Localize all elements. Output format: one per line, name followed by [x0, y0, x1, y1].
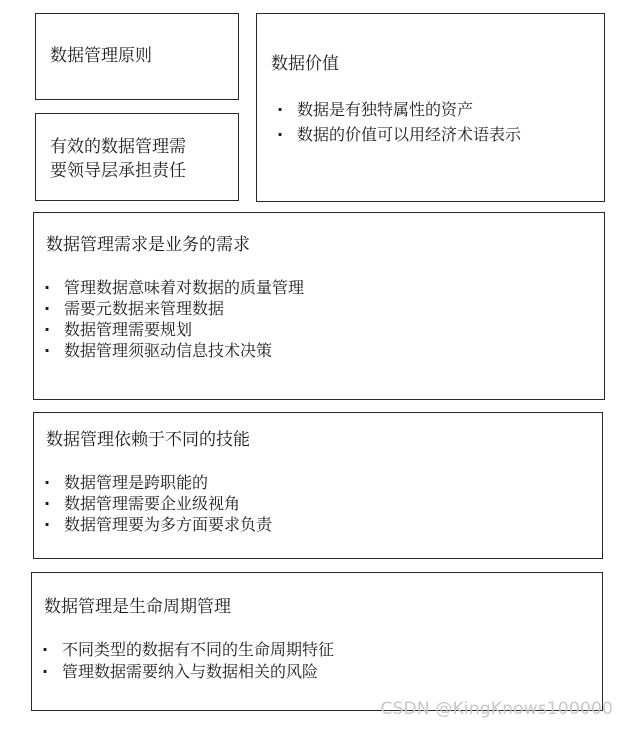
data-value-list	[267, 97, 521, 147]
list-item: · 数据管理是跨职能的	[34, 472, 272, 493]
skills-list	[34, 472, 272, 535]
list-item: · 数据管理需要企业级视角	[34, 493, 272, 514]
list-item: · 管理数据需要纳入与数据相关的风险	[32, 661, 334, 683]
lifecycle-list	[32, 639, 334, 683]
watermark: CSDN @KingKnows100000	[380, 699, 613, 719]
lifecycle-box	[31, 572, 603, 711]
leadership-title	[50, 135, 186, 183]
list-item: · 数据管理须驱动信息技术决策	[34, 340, 304, 361]
data-value-title: 数据价值	[271, 54, 339, 74]
list-item: · 需要元数据来管理数据	[34, 298, 304, 319]
skills-title: 数据管理依赖于不同的技能	[46, 430, 250, 450]
list-item: · 数据是有独特属性的资产	[267, 97, 521, 122]
list-item: · 数据管理要为多方面要求负责	[34, 514, 272, 535]
list-item: · 管理数据意味着对数据的质量管理	[34, 277, 304, 298]
leadership-title-line1: 有效的数据管理需	[50, 137, 186, 157]
principles-title: 数据管理原则	[50, 46, 152, 66]
business-requirements-box	[33, 212, 605, 400]
principles-box	[35, 13, 239, 100]
skills-box	[33, 412, 603, 559]
business-requirements-title: 数据管理需求是业务的需求	[46, 235, 250, 255]
leadership-title-line2: 要领导层承担责任	[50, 161, 186, 181]
list-item: · 不同类型的数据有不同的生命周期特征	[32, 639, 334, 661]
lifecycle-title: 数据管理是生命周期管理	[44, 597, 231, 617]
leadership-box	[35, 113, 239, 201]
list-item: · 数据的价值可以用经济术语表示	[267, 122, 521, 147]
list-item: · 数据管理需要规划	[34, 319, 304, 340]
business-requirements-list	[34, 277, 304, 361]
data-value-box	[256, 13, 605, 202]
